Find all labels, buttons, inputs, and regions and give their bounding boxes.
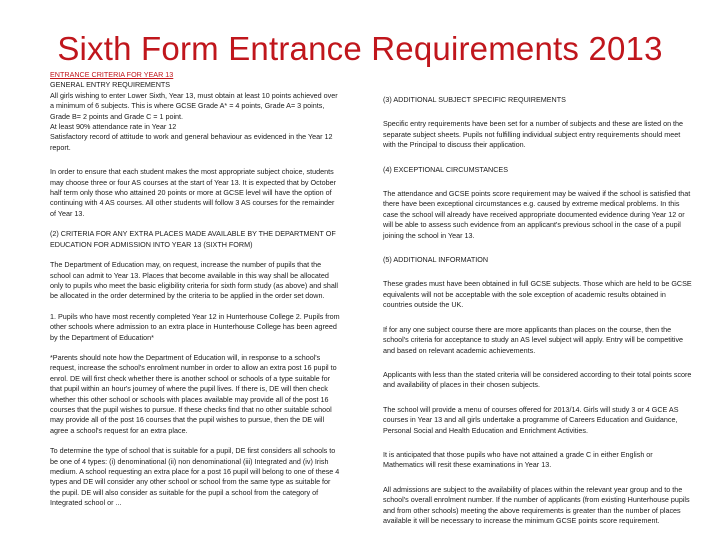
left-column <box>50 70 342 508</box>
subject-requirements-text: Specific entry requirements have been set for a number of subjects and these are listed on the separate subject sheets. Pupils not fulfilling individual subject entry requirements should meet with the Principal to discuss their application. <box>383 119 684 150</box>
points-requirement-text: All girls wishing to enter Lower Sixth, Year 13, must obtain at least 10 points achieved over a minimum of 6 subjects. This is where GCSE Grade A* = 4 points, Grade A= 3 points, Grade B= 2 points and Grade C = 1 point. <box>50 90 338 121</box>
additional-info-heading: (5) ADDITIONAL INFORMATION <box>383 255 489 265</box>
gcse-equivalents-text: These grades must have been obtained in full GCSE subjects. Those which are held to be GCSE equivalents will not be acceptable with the sole exception of academic results obtained in countries outside the UK. <box>383 279 692 310</box>
page-title: Sixth Form Entrance Requirements 2013 <box>57 30 663 67</box>
entrance-criteria-heading: ENTRANCE CRITERIA FOR YEAR 13 <box>50 70 174 79</box>
general-entry-heading: GENERAL ENTRY REQUIREMENTS <box>50 80 171 90</box>
priority-list-text: 1. Pupils who have most recently completed Year 12 in Hunterhouse College 2. Pupils from other schools where admission to an extra place in Hunterhouse College has been agreed by the Department of Education* <box>50 311 340 342</box>
course-menu-text: The school will provide a menu of courses offered for 2013/14. Girls will study 3 or 4 GCE AS courses in Year 13 and all girls undertake a programme of Careers Education and Guidance, Personal Social and Health Education and Enrichment Activities. <box>383 404 679 435</box>
below-criteria-text: Applicants with less than the stated criteria will be considered according to their total points score and availability of places in their chosen subjects. <box>383 369 692 390</box>
parents-note-text: *Parents should note how the Department of Education will, in response to a school's request, increase the school's enrolment number in order to allow an extra post 16 pupil to enrol. DE will first check whether there is another school or schools of a type suitable for that pupil within an hour's journey of where the pupil lives. If there is, DE will then check whether this other school or schools with places available may provide all of the post 16 courses that the pupil wishes to pursue. If these checks find that no other suitable school may provide all of the post 16 courses that the pupil wishes to pursue, then the DE will agree a school's request for an extra place. <box>50 352 337 435</box>
subject-choice-text: In order to ensure that each student makes the most appropriate subject choice, students may choose three or four AS courses at the start of Year 13. It is expected that by October half term only those who attained 20 points or more at GCSE level will have the option of continuing with 4 AS courses. All other students will follow 3 AS courses for the remainder of Year 13. <box>50 167 337 218</box>
extra-places-text: The Department of Education may, on request, increase the number of pupils that the school can admit to Year 13. Places that become available in this way shall be allocated only to pupils who meet the basic eligibility criteria for sixth form study (as above) and shall be allocated in the order determined by the criteria to be applied in the order set down. <box>50 260 339 301</box>
exceptional-text: The attendance and GCSE points score requirement may be waived if the school is satisfied that there have been exceptional circumstances e.g. caused by extreme medical problems. In this case the school will already have received appropriate documented evidence during Year 12 or will be able to assess such evidence from an applicant's previous school in the case of a pupil joining the school in Year 13. <box>383 189 691 240</box>
attendance-text: At least 90% attendance rate in Year 12 <box>50 122 177 132</box>
resit-text: It is anticipated that those pupils who have not attained a grade C in either English or Mathematics will resit these examinations in Year 13. <box>383 449 653 470</box>
attitude-text: Satisfactory record of attitude to work and general behaviour as evidenced in the Year 12 report. <box>50 132 333 152</box>
oversubscription-text: If for any one subject course there are more applicants than places on the course, then the school's criteria for acceptance to study an AS level subject will apply. Entry will be competitive and based on relevant academic achievements. <box>383 324 684 355</box>
admissions-text: All admissions are subject to the availability of places within the relevant year group and to the school's overall enrolment number. If the number of applicants (from existing Hunterhouse pupils and from other schools) meeting the above requirements is greater than the number of places available it will be necessary to increase the minimum GCSE points score requirement. <box>383 484 690 525</box>
extra-places-heading: (2) CRITERIA FOR ANY EXTRA PLACES MADE AVAILABLE BY THE DEPARTMENT OF EDUCATION FOR ADMISSION INTO YEAR 13 (SIXTH FORM) <box>50 229 336 249</box>
school-type-text: To determine the type of school that is suitable for a pupil, DE first considers all schools to be one of 4 types: (i) denominational (ii) non denominational (iii) Integrated and (iv) Irish medium. A school requesting an extra place for a post 16 pupil will belong to one of these 4 types and DE will consider any other school or school from the same type as suitable for the pupil. DE will also consider as suitable for the pupil a school from the category of Integrated school or ... <box>50 446 340 508</box>
subject-requirements-heading: (3) ADDITIONAL SUBJECT SPECIFIC REQUIREMENTS <box>383 95 566 104</box>
right-column <box>383 95 695 540</box>
exceptional-heading: (4) EXCEPTIONAL CIRCUMSTANCES <box>383 164 508 174</box>
